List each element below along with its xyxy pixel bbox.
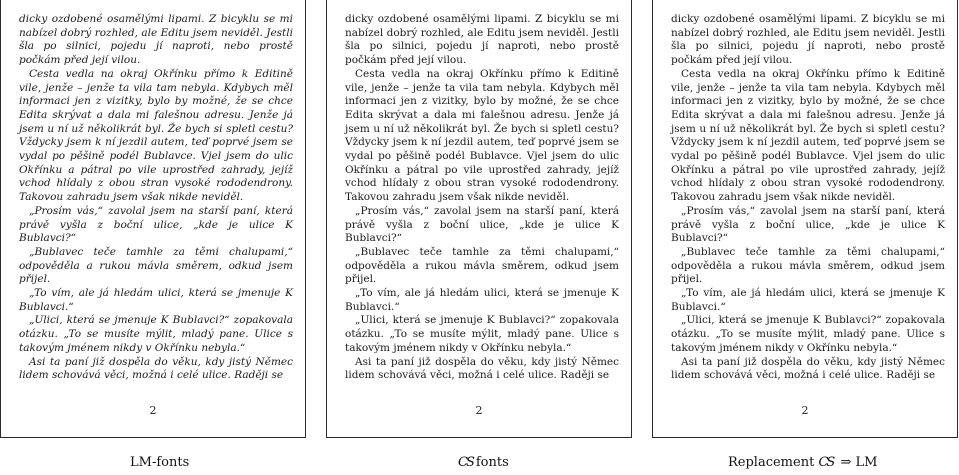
- page-number: 2: [801, 404, 809, 417]
- paragraph: „To vím, ale já hledám ulici, která se jmenuje K Bublavci.“: [345, 287, 619, 313]
- paragraph: „Bublavec teče tamhle za těmi chalupami,“ odpověděla a rukou mávla směrem, odkud jsem přijel.: [19, 245, 293, 286]
- page-cs-fonts: [326, 0, 632, 438]
- paragraph: „Ulici, která se jmenuje K Bublavci?“ zopakovala otázku. „To se musíte mýlit, mladý pane. Ulice s takovým jménem nikdy v Okřínku nebyla.“: [671, 314, 945, 354]
- paragraph: „Prosím vás,“ zavolal jsem na starší paní, která právě vyšla z boční ulice, „kde je ulice K Bublavci?“: [671, 204, 945, 245]
- paragraph: Asi ta paní již dospěla do věku, kdy jistý Němec lidem schovává věci, možná i celé ulice. Raději se: [19, 355, 293, 382]
- page-lm-fonts: [0, 0, 306, 438]
- caption-replacement: [728, 455, 877, 470]
- page-text: [19, 13, 293, 383]
- caption-text: Replacement: [728, 455, 815, 470]
- paragraph: „Ulici, která se jmenuje K Bublavci?“ zopakovala otázku. „To se musíte mýlit, mladý pane. Ulice s takovým jménem nikdy v Okřínku nebyla.“: [345, 314, 619, 354]
- paragraph: Cesta vedla na okraj Okřínku přímo k Editině vile, jenže – jenže ta vila tam nebyla. Kdybych měl informaci jen z vizitky, bylo by možné, že se chce Edita skrývat a dala mi falešnou adresu. Jenže já jsem u ní už několikrát byl. Že bych si spletl cestu? Vždycky jsem k ní jezdil autem, teď poprvé jsem se vydal po pěšině podél Bublavce. Vjel jsem do ulic Okřínku a pátral po vile uprostřed zahrady, jejíž vchod hlídaly z obou stran vysoké rododendrony. Takovou zahradu jsem však nikde neviděl.: [19, 67, 293, 204]
- caption-lm-fonts: [130, 455, 189, 470]
- paragraph: Asi ta paní již dospěla do věku, kdy jistý Němec lidem schovává věci, možná i celé ulice. Raději se: [345, 355, 619, 382]
- page-number: 2: [475, 404, 483, 417]
- page-number: 2: [149, 404, 157, 417]
- paragraph: „To vím, ale já hledám ulici, která se jmenuje K Bublavci.“: [671, 287, 945, 313]
- caption-cs-fonts: [458, 455, 509, 470]
- paragraph: dicky ozdobené osamělými lipami. Z bicyklu se mi nabízel dobrý rozhled, ale Editu jsem neviděl. Jestli šla po silnici, pojedu jí naproti, nebo prostě počkám před její vilou.: [19, 13, 293, 67]
- paragraph: Asi ta paní již dospěla do věku, kdy jistý Němec lidem schovává věci, možná i celé ulice. Raději se: [671, 355, 945, 382]
- caption-text: fonts: [475, 455, 509, 470]
- paragraph: „Ulici, která se jmenuje K Bublavci?“ zopakovala otázku. „To se musíte mýlit, mladý pane. Ulice s takovým jménem nikdy v Okřínku nebyla.“: [19, 314, 293, 354]
- page-replacement: [652, 0, 958, 438]
- paragraph: Cesta vedla na okraj Okřínku přímo k Editině vile, jenže – jenže ta vila tam nebyla. Kdybych měl informaci jen z vizitky, bylo by možné, že se chce Edita skrývat a dala mi falešnou adresu. Jenže já jsem u ní už několikrát byl. Že bych si spletl cestu? Vždycky jsem k ní jezdil autem, teď poprvé jsem se vydal po pěšině podél Bublavce. Vjel jsem do ulic Okřínku a pátral po vile uprostřed zahrady, jejíž vchod hlídaly z obou stran vysoké rododendrony. Takovou zahradu jsem však nikde neviděl.: [345, 67, 619, 204]
- paragraph: „Bublavec teče tamhle za těmi chalupami,“ odpověděla a rukou mávla směrem, odkud jsem přijel.: [345, 245, 619, 286]
- caption-target: LM: [855, 455, 878, 470]
- page-text: [671, 13, 945, 383]
- page-text: [345, 13, 619, 383]
- paragraph: „To vím, ale já hledám ulici, která se jmenuje K Bublavci.“: [19, 287, 293, 313]
- paragraph: „Bublavec teče tamhle za těmi chalupami,“ odpověděla a rukou mávla směrem, odkud jsem přijel.: [671, 245, 945, 286]
- caption-text: LM-fonts: [130, 455, 190, 470]
- cs-logo-icon: CS: [458, 455, 473, 470]
- cs-logo-icon: CS: [818, 455, 834, 470]
- paragraph: dicky ozdobené osamělými lipami. Z bicyklu se mi nabízel dobrý rozhled, ale Editu jsem neviděl. Jestli šla po silnici, pojedu jí naproti, nebo prostě počkám před její vilou.: [671, 13, 945, 67]
- paragraph: „Prosím vás,“ zavolal jsem na starší paní, která právě vyšla z boční ulice, „kde je ulice K Bublavci?“: [19, 204, 293, 245]
- paragraph: Cesta vedla na okraj Okřínku přímo k Editině vile, jenže – jenže ta vila tam nebyla. Kdybych měl informaci jen z vizitky, bylo by možné, že se chce Edita skrývat a dala mi falešnou adresu. Jenže já jsem u ní už několikrát byl. Že bych si spletl cestu? Vždycky jsem k ní jezdil autem, teď poprvé jsem se vydal po pěšině podél Bublavce. Vjel jsem do ulic Okřínku a pátral po vile uprostřed zahrady, jejíž vchod hlídaly z obou stran vysoké rododendrony. Takovou zahradu jsem však nikde neviděl.: [671, 67, 945, 204]
- paragraph: dicky ozdobené osamělými lipami. Z bicyklu se mi nabízel dobrý rozhled, ale Editu jsem neviděl. Jestli šla po silnici, pojedu jí naproti, nebo prostě počkám před její vilou.: [345, 13, 619, 67]
- arrow-icon: ⇒: [840, 455, 852, 470]
- paragraph: „Prosím vás,“ zavolal jsem na starší paní, která právě vyšla z boční ulice, „kde je ulice K Bublavci?“: [345, 204, 619, 245]
